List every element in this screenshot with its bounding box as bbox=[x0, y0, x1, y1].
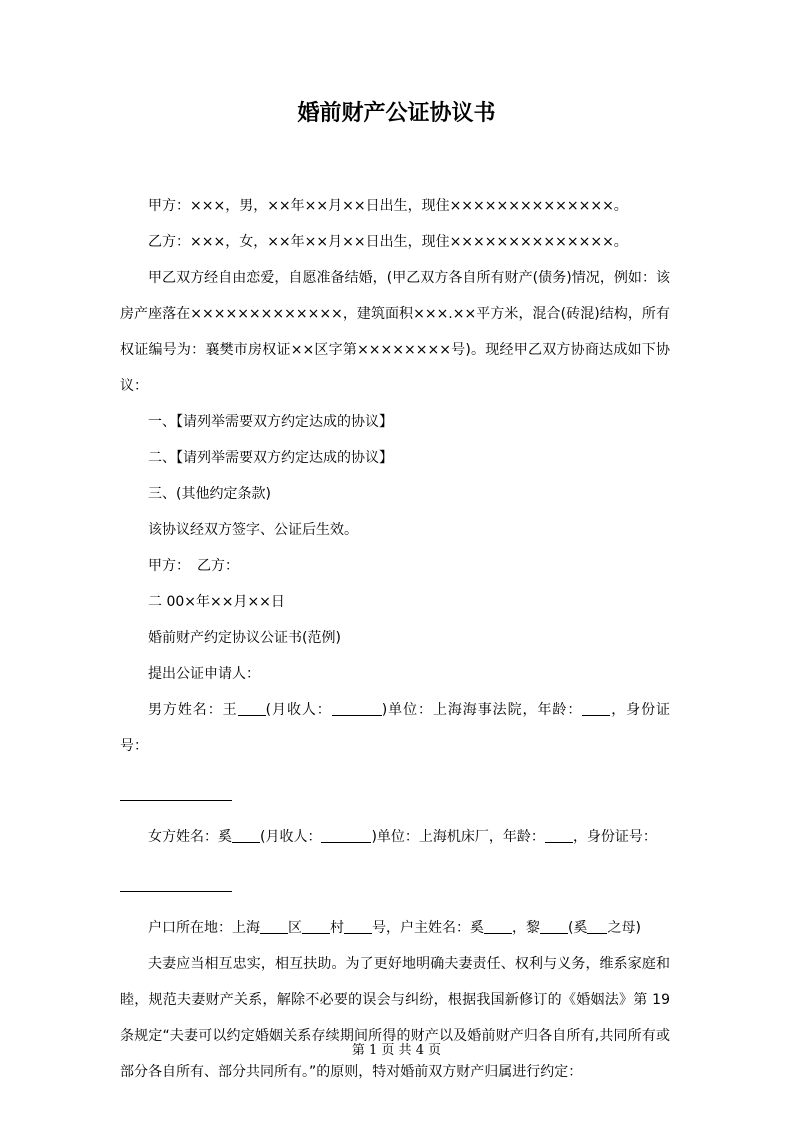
male-name-label: 男方姓名：王 bbox=[148, 702, 238, 718]
clause-one: 一、【请列举需要双方约定达成的协议】 bbox=[148, 414, 393, 430]
female-name-label: 女方姓名：奚 bbox=[148, 829, 232, 845]
male-applicant-line bbox=[120, 692, 670, 764]
male-id-blank bbox=[120, 764, 232, 801]
party-a-paragraph: 甲方：×××，男，××年××月××日出生，现住××××××××××××××。 bbox=[148, 198, 628, 214]
male-income-label: (月收人： bbox=[265, 702, 332, 718]
householder-label: 号，户主姓名：奚 bbox=[372, 920, 484, 936]
male-unit-label: )单位：上海海事法院，年龄： bbox=[381, 702, 583, 718]
female-age-blank bbox=[545, 826, 573, 843]
clause-three: 三、(其他约定条款) bbox=[148, 486, 271, 502]
xi-blank bbox=[587, 917, 607, 934]
district-blank bbox=[260, 917, 288, 934]
district-label: 区 bbox=[288, 920, 302, 936]
hukou-label: 户口所在地：上海 bbox=[148, 920, 260, 936]
village-label: 村 bbox=[330, 920, 344, 936]
male-name-blank bbox=[238, 699, 266, 716]
background-paragraph: 甲乙双方经自由恋爱，自愿准备结婚，(甲乙双方各自所有财产(债务)情况，例如：该房产座落在×××××××××××××，建筑面积×××.××平方米，混合(砖混)结构，所有权证编号为：襄樊市房权证××区字第××××××××号)。现经甲乙双方协商达成如下协议： bbox=[120, 270, 670, 394]
female-id-blank bbox=[120, 855, 232, 892]
signature-line: 甲方： 乙方： bbox=[148, 558, 239, 574]
li-label: ，黎 bbox=[512, 920, 540, 936]
male-income-blank bbox=[332, 699, 382, 716]
party-b-paragraph: 乙方：×××，女，××年××月××日出生，现住××××××××××××××。 bbox=[148, 234, 628, 250]
applicant-heading: 提出公证申请人： bbox=[148, 666, 260, 682]
principle-paragraph: 夫妻应当相互忠实，相互扶助。为了更好地明确夫妻责任、权利与义务，维系家庭和睦，规范夫妻财产关系，解除不必要的误会与纠纷，根据我国新修订的《婚姻法》第 19 条规定“夫妻可以约定婚姻关系存续期间所得的财产以及婚前财产归各自所有,共同所有或部分各自所有、部分共同所有。”的原则，特对婚前双方财产归属进行约定： bbox=[120, 956, 670, 1080]
female-income-blank bbox=[321, 826, 371, 843]
female-unit-label: )单位：上海机床厂，年龄： bbox=[371, 829, 545, 845]
document-body bbox=[120, 188, 670, 1090]
mother-label: 之母) bbox=[607, 920, 641, 936]
effective-clause: 该协议经双方签字、公证后生效。 bbox=[148, 522, 358, 538]
date-line: 二 00×年××月××日 bbox=[148, 594, 285, 610]
householder-blank bbox=[484, 917, 512, 934]
li-blank bbox=[540, 917, 568, 934]
example-heading: 婚前财产约定协议公证书(范例) bbox=[148, 630, 341, 646]
female-id-label: ，身份证号： bbox=[572, 829, 657, 845]
clause-two: 二、【请列举需要双方约定达成的协议】 bbox=[148, 450, 393, 466]
male-id-label: ，身份证号： bbox=[120, 702, 671, 754]
village-blank bbox=[302, 917, 330, 934]
document-title: 婚前财产公证协议书 bbox=[297, 100, 496, 126]
male-age-blank bbox=[582, 699, 610, 716]
female-applicant-line bbox=[120, 819, 670, 855]
page-footer: 第 1 页 共 4 页 bbox=[351, 1043, 442, 1058]
female-name-blank bbox=[232, 826, 260, 843]
hukou-line bbox=[120, 910, 670, 946]
female-income-label: (月收人： bbox=[260, 829, 322, 845]
number-blank bbox=[344, 917, 372, 934]
xi-label: (奚 bbox=[568, 920, 588, 936]
